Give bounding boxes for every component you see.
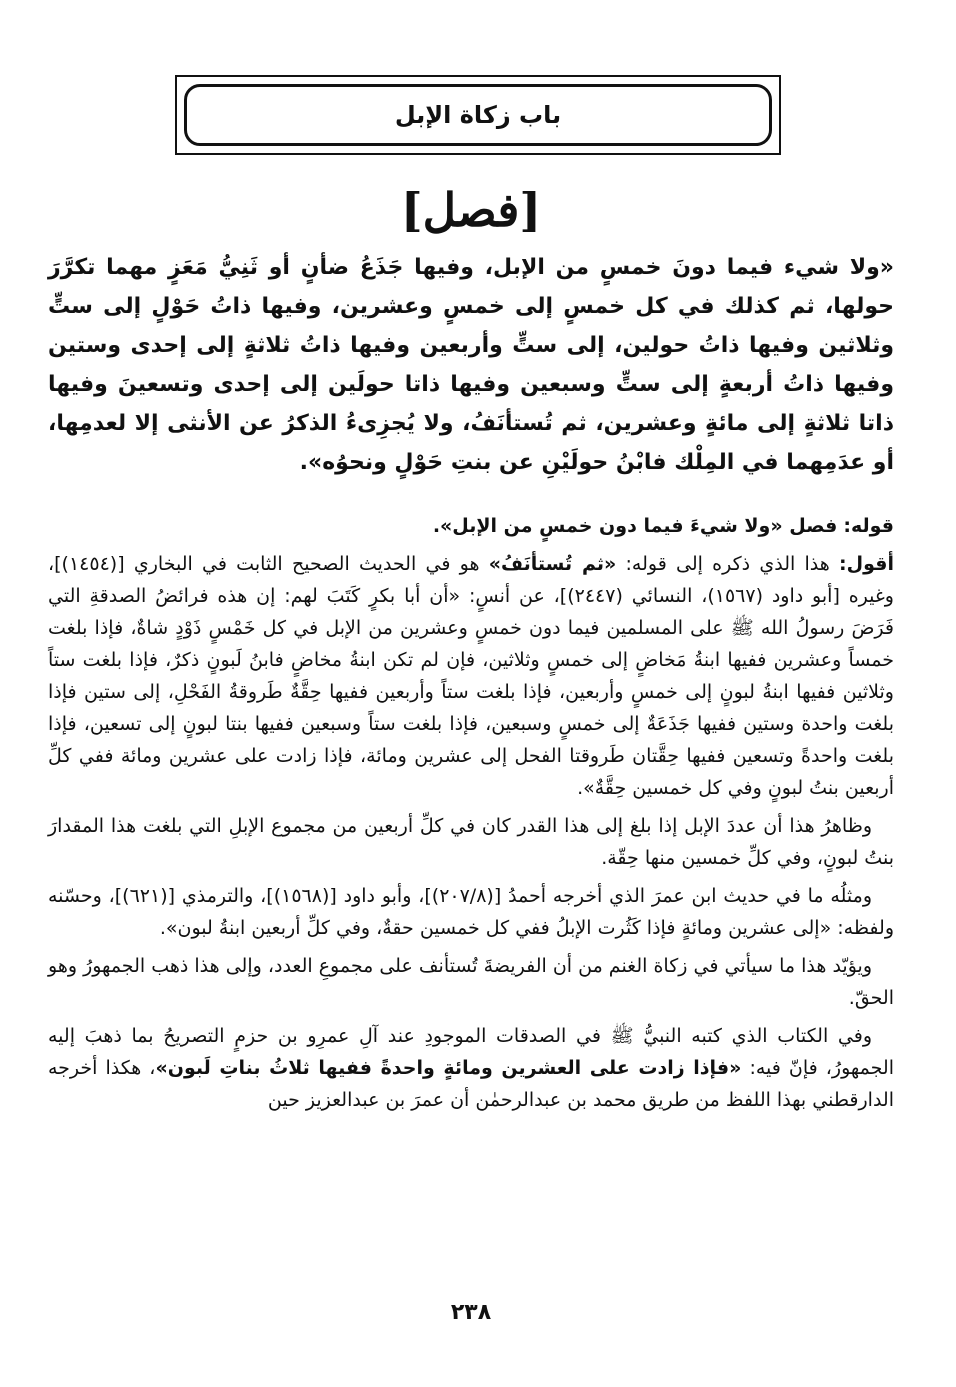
commentary-text: وفي الكتاب الذي كتبه النبيُّ ﷺ في الصدقات الموجودِ عند آلِ عمرِو بن حزمٍ التصريحُ بما ذهبَ إليه الجمهورُ، فإنّ فيه: [48, 1025, 894, 1079]
commentary-block [48, 510, 894, 1122]
commentary-emphasis: «ثم تُستأنَفُ» [488, 553, 617, 575]
section-heading: [فصل] [400, 183, 542, 237]
commentary-text: هذا الذي ذكره إلى قوله: [625, 553, 830, 575]
commentary-paragraph: ومثلُه ما في حديث ابن عمرَ الذي أخرجه أحمدُ [(٢٠٧/٨)]، وأبو داود [(١٥٦٨)]، والترمذي [(٦٢١)]، وحسّنه ولفظه: «إلى عشرين ومائةٍ فإذا كَثُرت الإبلُ ففي كل خمسين حقةٌ، وفي كلِّ أربعين ابنةُ لبون». [48, 885, 894, 939]
commentary-paragraph-quote [48, 510, 894, 542]
commentary-lead-qawluhu: قوله: [843, 515, 894, 537]
chapter-title-frame [175, 75, 781, 155]
commentary-paragraph-last [48, 1020, 894, 1116]
commentary-paragraph: ويؤيّد هذا ما سيأتي في زكاة الغنم من أن الفريضةَ تُستأنف على مجموعِ العدد، وإلى هذا ذهب الجمهورُ وهو الحقّ. [48, 955, 894, 1009]
main-text-paragraph: «ولا شيء فيما دونَ خمسٍ من الإبل، وفيها جَذَعُ ضأنٍ أو ثَنِيُّ مَعَزٍ مهما تكرَّرَ حولها، ثم كذلك في كل خمسٍ إلى خمسٍ وعشرين، وفيها ذاتُ حَوْلٍ إلى ستٍّ وثلاثين وفيها ذاتُ حولين، إلى ستٍّ وأربعين وفيها ذاتُ ثلاثةٍ إلى إحدى وستين وفيها ذاتُ أربعةٍ إلى ستٍّ وسبعين وفيها ذاتا حولَين إلى إحدى وتسعينَ وفيها ذاتا ثلاثةٍ إلى مائةٍ وعشرين، ثم تُستأنَفُ، ولا يُجزِىءُ الذكرُ عن الأنثى إلا لعدمِها، أو عدَمِهما في المِلْك فابْنُ حولَيْنِ عن بنتِ حَوْلٍ ونحوُه». [48, 255, 894, 475]
page-number: ٢٣٨ [450, 1300, 492, 1325]
commentary-quoted-text: فصل «ولا شيءَ فيما دون خمسٍ من الإبل». [432, 515, 838, 537]
commentary-lead-aqulu: أقول: [839, 553, 894, 575]
commentary-paragraph: وظاهرُ هذا أن عددَ الإبل إذا بلغ إلى هذا القدر كان في كلِّ أربعين من مجموع الإبلِ التي بلغت هذا المقدارَ بنتُ لبونٍ، وفي كلِّ خمسين منها حِقّة. [48, 815, 894, 869]
commentary-text: هو في الحديث الصحيح الثابت في البخاري [(١٤٥٤)]، وغيره [أبو داود (١٥٦٧)، النسائي (٢٤٤٧)]، عن أنسٍ: «أن أبا بكرٍ كَتَبَ لهم: إن هذه فرائضُ الصدقةِ التي فَرَضَ رسولُ الله ﷺ على المسلمين فيما دون خمسٍ وعشرين من الإبل في كل خَمْسٍ ذَوْدٍ شاةٌ، فإذا بلغت خمساً وعشرين ففيها ابنةُ مَخاضٍ إلى خمسٍ وثلاثين، فإن لم تكن ابنةُ مخاضٍ فابنُ لَبونٍ ذكرٌ، فإذا بلغت ستاً وثلاثين ففيها ابنةُ لبونٍ إلى خمسٍ وأربعين، فإذا بلغت ستاً وأربعين ففيها حِقَّةٌ طَروقةُ الفَحْلِ، إلى ستين فإذا بلغت واحدة وستين ففيها جَذَعَةٌ إلى خمسٍ وسبعين، فإذا بلغت ستاً وسبعين ففيها بنتا لبونٍ إلى تسعين، فإذا بلغت واحدةً وتسعين ففيها حِقَّتان طَروقتا الفحل إلى عشرين ومائة، فإذا زادت على عشرين ومائة ففي كلِّ أربعين بنتُ لبونٍ وفي كل خمسين حِقَّةٌ». [48, 553, 894, 799]
main-text-block [48, 248, 894, 482]
commentary-paragraph-hadith [48, 548, 894, 804]
commentary-emphasis: «فإذا زادت على العشرين ومائةٍ واحدةً ففيها ثلاثُ بناتِ لَبون» [155, 1057, 742, 1079]
book-page [48, 70, 894, 1340]
chapter-title-inner-frame [184, 84, 772, 146]
commentary-text: ، هكذا أخرجه الدارقطني بهذا اللفظ من طريق محمد بن عبدالرحمٰن أن عمرَ بن عبدالعزيز حين [48, 1057, 894, 1111]
chapter-title: باب زكاة الإبل [394, 101, 562, 129]
